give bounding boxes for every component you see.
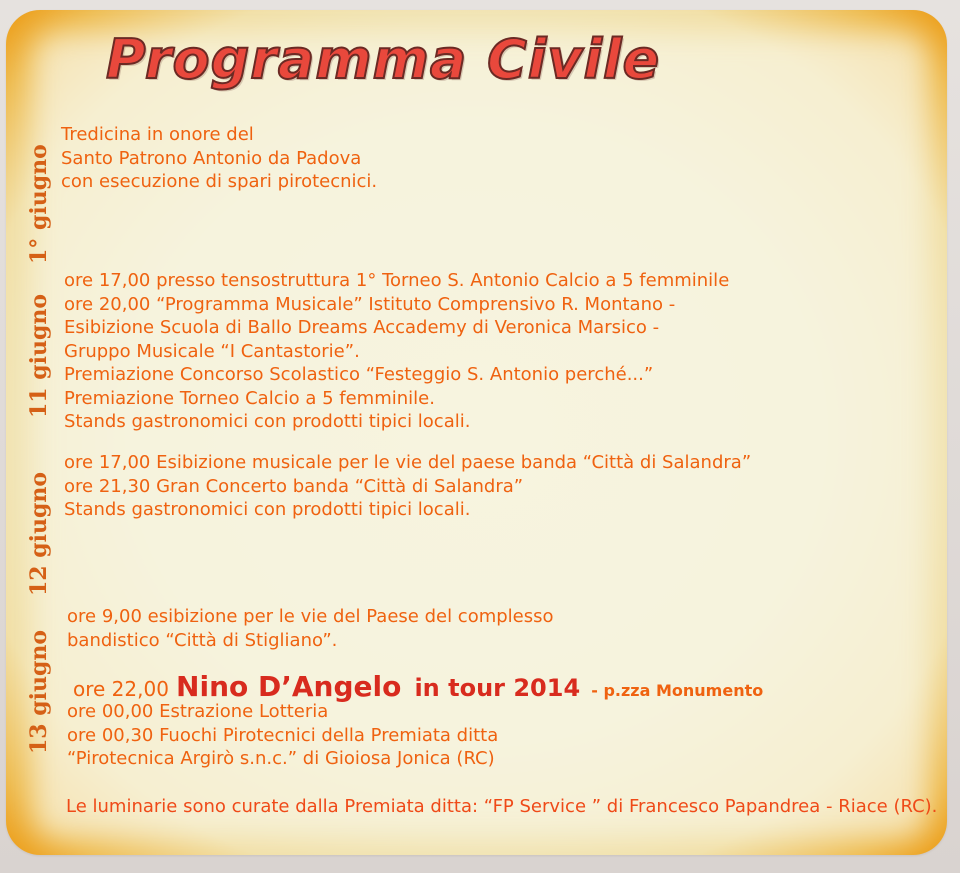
date-label-11-giugno: 11 giugno: [26, 293, 52, 418]
section-line: Gruppo Musicale “I Cantastorie”.: [64, 340, 360, 362]
section-line: ore 17,00 presso tensostruttura 1° Torneo S. Antonio Calcio a 5 femminile: [64, 270, 730, 291]
section-line: Tredicina in onore del: [61, 124, 254, 145]
illumination-credits: [66, 795, 937, 818]
concert-location: - p.zza Monumento: [591, 681, 764, 700]
section-line: “Pirotecnica Argirò s.n.c.” di Gioiosa Jonica (RC): [67, 748, 495, 769]
section-line: con esecuzione di spari pirotecnici.: [61, 171, 378, 192]
section-line: ore 21,30 Gran Concerto banda “Città di Salandra”: [64, 475, 524, 497]
section-line: Stands gastronomici con prodotti tipici locali.: [64, 411, 471, 432]
section-line: ore 9,00 esibizione per le vie del Paese del complesso: [67, 606, 554, 627]
section-line: Premiazione Concorso Scolastico “Festeggio S. Antonio perché...”: [64, 364, 654, 385]
section-line: Premiazione Torneo Calcio a 5 femminile.: [64, 387, 435, 409]
highlight-concert-line: [73, 670, 763, 703]
section-line: Stands gastronomici con prodotti tipici locali.: [64, 499, 471, 520]
section-line: ore 17,00 Esibizione musicale per le vie del paese banda “Città di Salandra”: [64, 452, 752, 473]
section-line: bandistico “Città di Stigliano”.: [67, 629, 338, 651]
section-line: ore 20,00 “Programma Musicale” Istituto Comprensivo R. Montano -: [64, 293, 676, 315]
date-label-1-giugno: 1° giugno: [26, 144, 52, 264]
section-line: Esibizione Scuola di Ballo Dreams Accademy di Veronica Marsico -: [64, 317, 660, 338]
section-line: Santo Patrono Antonio da Padova: [61, 147, 362, 169]
section-11-giugno: [64, 269, 729, 434]
section-13-giugno-start: [67, 605, 554, 652]
date-label-12-giugno: 12 giugno: [26, 471, 52, 596]
date-label-13-giugno: 13 giugno: [26, 629, 52, 754]
concert-tour: in tour 2014: [414, 674, 581, 702]
footer-line: Le luminarie sono curate dalla Premiata ditta:: [66, 796, 479, 817]
concert-artist: Nino D’Angelo: [176, 670, 402, 703]
section-line: ore 00,30 Fuochi Pirotecnici della Premiata ditta: [67, 724, 499, 746]
footer-line: “FP Service ” di Francesco Papandrea - Riace (RC).: [483, 796, 938, 817]
section-12-giugno: [64, 451, 751, 522]
section-line: ore 00,00 Estrazione Lotteria: [67, 701, 329, 722]
program-title: Programma Civile: [106, 28, 661, 91]
concert-time: ore 22,00: [73, 677, 169, 701]
section-1-giugno: [61, 123, 377, 194]
program-card: [6, 10, 947, 855]
section-13-giugno-end: [67, 700, 498, 771]
